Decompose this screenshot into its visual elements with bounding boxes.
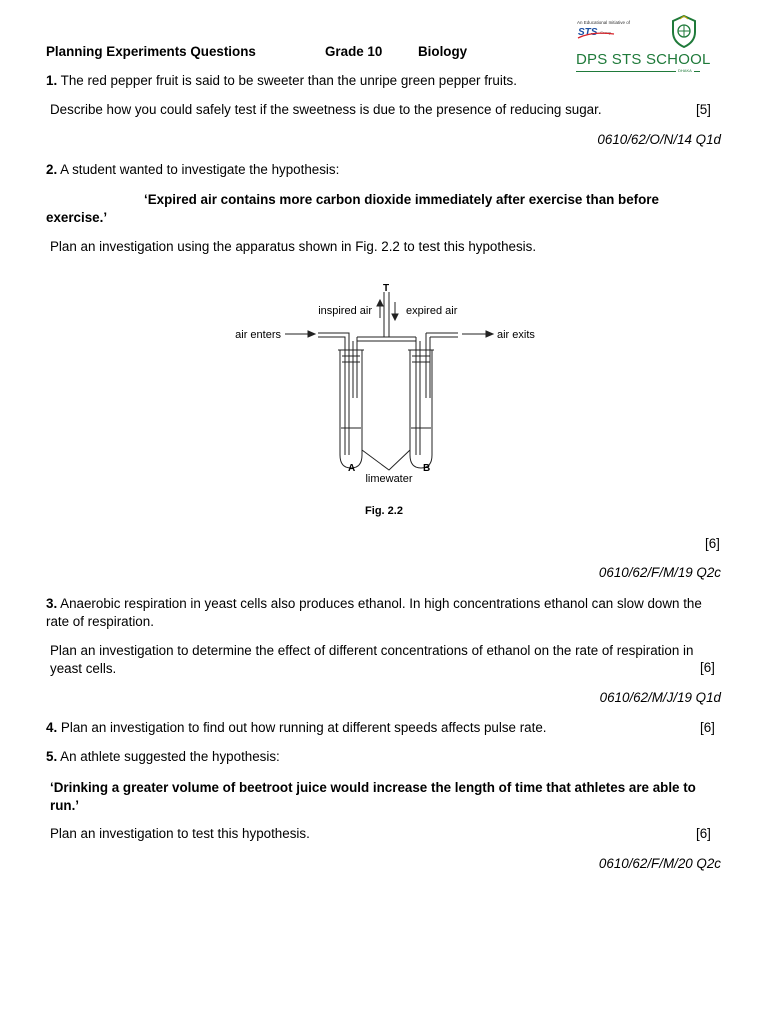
label-air-enters: air enters xyxy=(235,329,281,341)
q1-task: Describe how you could safely test if the sweetness is due to the presence of reducing sugar. xyxy=(50,102,602,117)
q1-text: The red pepper fruit is said to be sweeter than the unripe green pepper fruits. xyxy=(60,73,517,88)
q5-text: An athlete suggested the hypothesis: xyxy=(60,749,280,764)
q2-hypothesis-line1: ‘Expired air contains more carbon dioxide immediately after exercise than before xyxy=(144,192,659,207)
limewater-pointer xyxy=(362,450,410,470)
subject-label: Biology xyxy=(418,44,468,59)
school-name: DPS STS SCHOOL xyxy=(576,51,711,68)
q3-text: Anaerobic respiration in yeast cells also produces ethanol. In high concentrations ethanol can slow down the rate of respiration. xyxy=(46,596,702,629)
tube-b-short xyxy=(426,333,458,398)
sts-brand-sub: Group xyxy=(600,30,612,35)
t-tube-stem xyxy=(384,292,389,337)
q4-intro xyxy=(46,720,547,735)
q4-marks: [6] xyxy=(700,720,715,735)
grade-label: Grade 10 xyxy=(325,44,383,59)
q2-text: A student wanted to investigate the hypothesis: xyxy=(60,162,340,177)
connecting-tube xyxy=(357,337,416,341)
logo-tagline: An Educational Initiative of xyxy=(577,20,631,25)
q3-intro xyxy=(46,595,718,631)
q3-marks: [6] xyxy=(700,660,715,675)
q2-task: Plan an investigation using the apparatus shown in Fig. 2.2 to test this hypothesis. xyxy=(50,239,537,254)
q3-number: 3. xyxy=(46,596,58,611)
q1-number: 1. xyxy=(46,73,58,88)
label-air-exits: air exits xyxy=(497,329,535,341)
q3-reference: 0610/62/M/J/19 Q1d xyxy=(599,690,721,705)
tube-b-long xyxy=(416,337,420,455)
q5-number: 5. xyxy=(46,749,58,764)
q5-marks: [6] xyxy=(696,826,711,841)
test-tube-b xyxy=(410,350,432,468)
q5-hypothesis: ‘Drinking a greater volume of beetroot juice would increase the length of time that athletes are able to run.’ xyxy=(50,780,696,813)
inspired-arrow-icon xyxy=(377,300,383,306)
test-tube-a xyxy=(340,350,362,468)
school-city: DHAKA xyxy=(678,68,692,73)
figure-caption: Fig. 2.2 xyxy=(365,505,403,517)
label-a: A xyxy=(348,463,356,474)
label-inspired-air: inspired air xyxy=(318,305,372,317)
worksheet-title: Planning Experiments Questions xyxy=(46,44,256,59)
q2-hypothesis-line2: exercise.’ xyxy=(46,210,108,225)
label-b: B xyxy=(423,463,431,474)
tube-a-long xyxy=(318,333,349,455)
q1-reference: 0610/62/O/N/14 Q1d xyxy=(597,132,721,147)
label-t: T xyxy=(382,283,390,294)
q4-text: Plan an investigation to find out how running at different speeds affects pulse rate. xyxy=(60,720,547,735)
label-expired-air: expired air xyxy=(406,305,458,317)
q5-task: Plan an investigation to test this hypothesis. xyxy=(50,826,310,841)
q3-task: Plan an investigation to determine the effect of different concentrations of ethanol on the rate of respiration in yeast cells. xyxy=(50,643,694,676)
expired-arrow-icon xyxy=(392,314,398,320)
q5-reference: 0610/62/F/M/20 Q2c xyxy=(598,856,721,871)
q4-number: 4. xyxy=(46,720,58,735)
tube-a-short xyxy=(353,337,357,398)
q2-marks: [6] xyxy=(705,536,720,551)
q5-intro xyxy=(46,749,280,764)
q2-reference: 0610/62/F/M/19 Q2c xyxy=(598,565,721,580)
air-enters-arrow-icon xyxy=(308,331,315,337)
sts-brand: STS xyxy=(578,27,598,38)
air-exits-arrow-icon xyxy=(486,331,493,337)
q2-number: 2. xyxy=(46,162,58,177)
label-limewater: limewater xyxy=(365,473,413,485)
q1-marks: [5] xyxy=(696,102,711,117)
